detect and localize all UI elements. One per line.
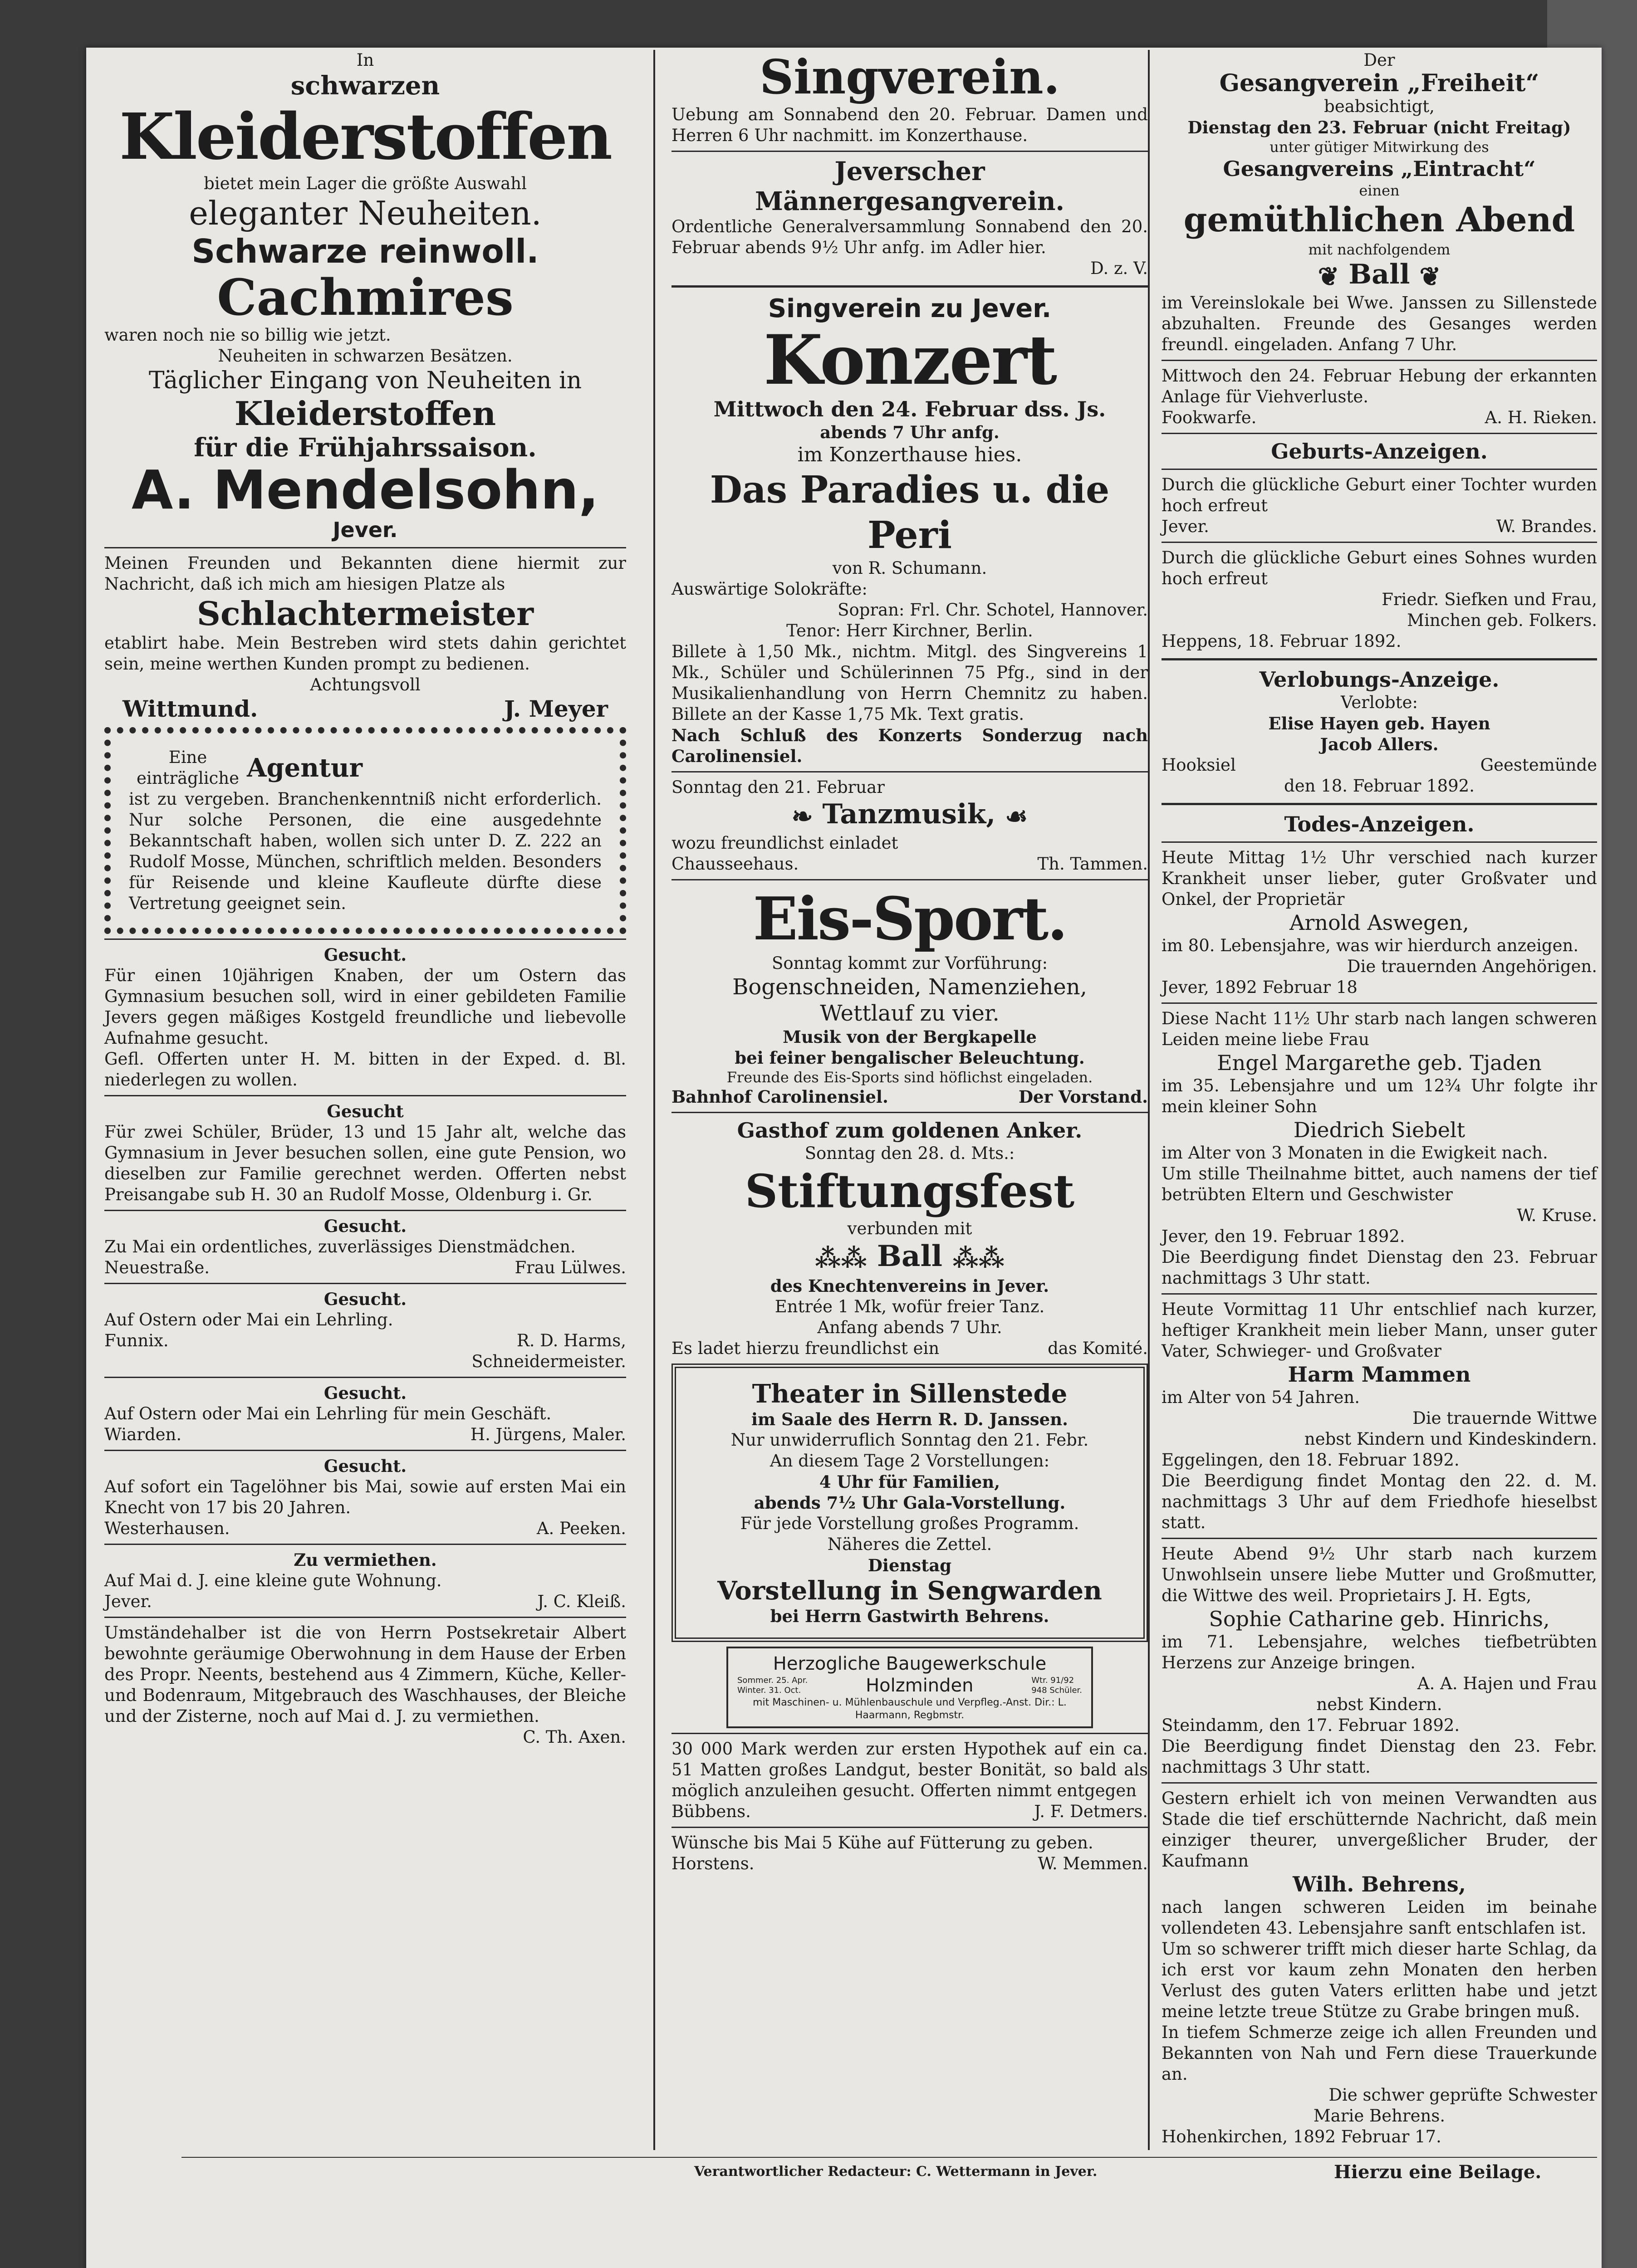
konzert-zug: Nach Schluß des Konzerts Sonderzug nach Carolinensiel. [671, 725, 1148, 766]
tod3-sign2: nebst Kindern und Kindeskindern. [1304, 1429, 1597, 1449]
column-1 [104, 50, 626, 2132]
konzert-sopran: Sopran: Frl. Chr. Schotel, Hannover. [838, 600, 1148, 620]
section-todes-anzeigen [1162, 811, 1597, 2147]
tod3-sign1: Die trauernde Wittwe [1412, 1408, 1597, 1428]
tod2-text2: im 35. Lebensjahre und um 12¾ Uhr folgte ihr mein kleiner Sohn [1162, 1075, 1597, 1116]
verl-place2: Geestemünde [1480, 755, 1597, 775]
ges3-place: Neuestraße. [104, 1258, 210, 1277]
schlacht-title: Schlachtermeister [196, 594, 534, 633]
verm-name: J. C. Kleiß. [537, 1592, 626, 1611]
tod5-text4: In tiefem Schmerze zeige ich allen Freunden und Bekannten von Nah und Fern diese Trauerkunde an. [1162, 2022, 1597, 2084]
tod-title: Todes-Anzeigen. [1284, 811, 1475, 836]
tod4-text3: Die Beerdigung findet Dienstag den 23. Febr. nachmittags 3 Uhr statt. [1162, 1736, 1597, 1777]
anker-date: Sonntag den 28. d. Mts.: [804, 1143, 1015, 1163]
ornament-left-icon: ❧ [791, 801, 813, 831]
konzert-tenor: Tenor: Herr Kirchner, Berlin. [786, 621, 1033, 640]
anker-verein: des Knechtenvereins in Jever. [770, 1276, 1049, 1296]
kleider-line7: Täglicher Eingang von Neuheiten in [148, 367, 582, 394]
ad-tanzmusik [671, 777, 1148, 875]
tanz-place: Chausseehaus. [671, 854, 799, 874]
kleider-line4: Cachmires [217, 268, 514, 327]
schlacht-text1: Meinen Freunden und Bekannten diene hiermit zur Nachricht, daß ich mich am hiesigen Platze als [104, 553, 626, 594]
schule-city: Holzminden [866, 1675, 974, 1696]
schule-left1: Sommer. 25. Apr. [737, 1676, 808, 1685]
schlacht-greet: Achtungsvoll [310, 675, 421, 694]
geb1-name: W. Brandes. [1496, 516, 1597, 536]
umst-text: Umständehalber ist die von Herrn Postsekretair Albert bewohnte geräumige Oberwohnung in dem Hause der Erben des Propr. Neents, bestehend aus 4 Zimmern, Küche, Keller- und Bodenraum, Mitgebrauch des Waschhauses, der Bleiche und der Zisterne, noch auf Mai d. J. zu vermiethen. [104, 1623, 626, 1726]
ges6-text: Auf sofort ein Tagelöhner bis Mai, sowie auf ersten Mai ein Knecht von 17 bis 20 Jahren. [104, 1477, 626, 1517]
ges4-name: R. D. Harms, [516, 1331, 626, 1350]
tod4-name: Sophie Catharine geb. Hinrichs, [1209, 1606, 1550, 1631]
theater-line1: Nur unwiderruflich Sonntag den 21. Febr. [730, 1430, 1089, 1450]
verl-title: Verlobungs-Anzeige. [1259, 667, 1500, 692]
ges6-name: A. Peeken. [536, 1519, 626, 1538]
ges3-title: Gesucht. [323, 1216, 407, 1236]
tod1-name: Arnold Aswegen, [1289, 910, 1469, 935]
frei-ball: Ball [1348, 259, 1410, 290]
ges1-title: Gesucht. [323, 945, 407, 965]
jev-text: Ordentliche Generalversammlung Sonnabend den 20. Februar abends 9½ Uhr anfg. im Adler hier. [671, 217, 1148, 257]
heb-place: Fookwarfe. [1162, 407, 1257, 427]
tod2-name2: Diedrich Siebelt [1293, 1117, 1465, 1142]
theater-line8: Vorstellung in Sengwarden [717, 1576, 1102, 1606]
tod2-text5: Die Beerdigung findet Dienstag den 23. Februar nachmittags 3 Uhr statt. [1162, 1247, 1597, 1288]
geb2-place: Heppens, 18. Februar 1892. [1162, 631, 1402, 651]
tod3-text2: im Alter von 54 Jahren. [1162, 1387, 1360, 1407]
ad-kleiderstoffen [104, 50, 626, 543]
theater-place: im Saale des Herrn R. D. Janssen. [751, 1409, 1068, 1429]
tod3-date: Eggelingen, den 18. Februar 1892. [1162, 1450, 1460, 1470]
verm-place: Jever. [104, 1592, 152, 1611]
theater-line3: 4 Uhr für Familien, [819, 1472, 1000, 1492]
tod2-name: Engel Margarethe geb. Tjaden [1217, 1050, 1542, 1075]
theater-title: Theater in Sillenstede [752, 1379, 1068, 1409]
kleider-title: Kleiderstoffen [119, 100, 611, 174]
tod4-date: Steindamm, den 17. Februar 1892. [1162, 1715, 1460, 1735]
verm-text: Auf Mai d. J. eine kleine gute Wohnung. [104, 1571, 442, 1590]
ad-gesucht-4 [104, 1289, 626, 1372]
anker-start: Anfang abends 7 Uhr. [817, 1318, 1002, 1337]
geb2-name2: Minchen geb. Folkers. [1407, 610, 1597, 630]
ad-schlachtermeister [104, 553, 626, 723]
konzert-time: abends 7 Uhr anfg. [820, 422, 1000, 442]
tanz-name: Th. Tammen. [1037, 854, 1148, 874]
tod3-text: Heute Vormittag 11 Uhr entschlief nach kurzer, heftiger Krankheit mein lieber Mann, unser guter Vater, Schwieger- und Großvater [1162, 1299, 1597, 1361]
verl-date: den 18. Februar 1892. [1284, 776, 1475, 796]
kuehe-name: W. Memmen. [1038, 1854, 1148, 1873]
schule-right1: Wtr. 91/92 [1031, 1676, 1074, 1685]
ad-hebung [1162, 366, 1597, 428]
tod4-sign1: A. A. Hajen und Frau [1417, 1673, 1597, 1693]
tod1-sign: Die trauernden Angehörigen. [1347, 956, 1597, 976]
eis-title: Eis-Sport. [753, 884, 1067, 953]
eis-line6: Freunde des Eis-Sports sind höflichst eingeladen. [726, 1068, 1093, 1086]
eis-line5: bei feiner bengalischer Beleuchtung. [735, 1047, 1085, 1068]
tod5-text: Gestern erhielt ich von meinen Verwandten aus Stade die tief erschütternde Nachricht, daß mein einziger theurer, unvergeßlicher Bruder, der Kaufmann [1162, 1788, 1597, 1871]
ges6-place: Westerhausen. [104, 1519, 230, 1538]
tod4-sign2: nebst Kindern. [1316, 1694, 1442, 1714]
mark-text: 30 000 Mark werden zur ersten Hypothek auf ein ca. 51 Matten großes Landgut, bester Bonität, so bald als möglich anzuleihen gesucht. Offerten nimmt entgegen [671, 1739, 1148, 1800]
column-divider-1 [653, 50, 655, 2150]
schule-text: mit Maschinen- u. Mühlenbauschule und Verpfleg.-Anst. Dir.: L. Haarmann, Regbmstr. [753, 1697, 1067, 1721]
umst-name: C. Th. Axen. [523, 1727, 626, 1747]
ad-maennergesangverein [671, 156, 1148, 279]
ornament-right-icon: ☙ [1005, 801, 1028, 831]
sing1-text: Uebung am Sonnabend den 20. Februar. Damen und Herren 6 Uhr nachmitt. im Konzerthause. [671, 105, 1148, 145]
eis-line1: Sonntag kommt zur Vorführung: [771, 953, 1048, 973]
footer-redakteur: Verantwortlicher Redacteur: C. Wettermann in Jever. [694, 2164, 1098, 2180]
tod1-text: Heute Mittag 1½ Uhr verschied nach kurzer Krankheit unser lieber, guter Großvater und Onkel, der Proprietär [1162, 847, 1597, 909]
schlacht-text2: etablirt habe. Mein Bestreben wird stets dahin gerichtet sein, meine werthen Kunden prompt zu bedienen. [104, 633, 626, 674]
frei-line6: gemüthlichen Abend [1183, 200, 1575, 240]
tod2-text3: im Alter von 3 Monaten in die Ewigkeit nach. [1162, 1143, 1548, 1163]
eis-line4: Musik von der Bergkapelle [783, 1026, 1037, 1047]
jev-sign: D. z. V. [1090, 259, 1148, 278]
theater-line5: Für jede Vorstellung großes Programm. [740, 1514, 1079, 1533]
ges5-title: Gesucht. [323, 1383, 407, 1403]
agentur-title: Agentur [247, 753, 363, 783]
kleider-line5: waren noch nie so billig wie jetzt. [104, 325, 391, 345]
ges2-title: Gesucht [327, 1101, 404, 1121]
geb-title: Geburts-Anzeigen. [1271, 439, 1488, 464]
geb1-text: Durch die glückliche Geburt einer Tochter wurden hoch erfreut [1162, 474, 1597, 515]
anker-verb: verbunden mit [847, 1218, 972, 1238]
ges4-place: Funnix. [104, 1331, 169, 1350]
tanz-date: Sonntag den 21. Februar [671, 777, 885, 797]
agentur-pre2: einträgliche [137, 768, 239, 788]
verl-line3: Jacob Allers. [1320, 734, 1439, 754]
jev-title1: Jeverscher [834, 156, 985, 186]
konzert-comp: von R. Schumann. [832, 558, 987, 578]
ad-gesucht-3 [104, 1216, 626, 1278]
tod4-text2: im 71. Lebensjahre, welches tiefbetrübten Herzens zur Anzeige bringen. [1162, 1632, 1597, 1672]
ges6-title: Gesucht. [323, 1456, 407, 1476]
tod5-text3: Um so schwerer trifft mich dieser harte Schlag, da ich erst vor kaum zehn Monaten den herben Verlust des guten Vaters erlitten habe und jetzt meine letzte treue Stütze zu Grabe bringen muß. [1162, 1939, 1597, 2021]
frei-line7: mit nachfolgendem [1308, 241, 1451, 258]
tod4-text: Heute Abend 9½ Uhr starb nach kurzem Unwohlsein unsere liebe Mutter und Großmutter, die Wittwe des weil. Proprietairs J. H. Egts, [1162, 1544, 1597, 1605]
kleider-place: Jever. [333, 518, 398, 542]
anker-fest: Stiftungsfest [745, 1164, 1075, 1218]
column-2 [671, 50, 1148, 2132]
column-3 [1162, 50, 1597, 2146]
tod5-sign2: Marie Behrens. [1313, 2106, 1446, 2126]
ad-theater [671, 1364, 1148, 1642]
kleider-line9: für die Frühjahrssaison. [194, 433, 537, 463]
ornament-left-icon: ⁂⁂ [815, 1243, 867, 1273]
ges4-text: Auf Ostern oder Mai ein Lehrling. [104, 1310, 393, 1330]
tod3-text3: Die Beerdigung findet Montag den 22. d. M. nachmittags 3 Uhr auf dem Friedhofe hieselbst statt. [1162, 1471, 1597, 1532]
frei-line5: einen [1359, 182, 1400, 199]
ges5-place: Wiarden. [104, 1425, 182, 1444]
jev-title2: Männergesangverein. [755, 186, 1065, 216]
eis-place: Bahnhof Carolinensiel. [671, 1086, 888, 1107]
ges3-text: Zu Mai ein ordentliches, zuverlässiges Dienstmädchen. [104, 1237, 576, 1256]
eis-line3: Wettlauf zu vier. [820, 1000, 1000, 1026]
tod5-text2: nach langen schweren Leiden im beinahe vollendeten 43. Lebensjahre sanft entschlafen ist. [1162, 1897, 1597, 1938]
tod1-text2: im 80. Lebensjahre, was wir hierdurch anzeigen. [1162, 935, 1579, 955]
footer-beilage: Hierzu eine Beilage. [1334, 2161, 1542, 2183]
schlacht-name: J. Meyer [504, 695, 608, 722]
ornament-right-icon: ⁂⁂ [952, 1243, 1005, 1273]
kleider-line1: bietet mein Lager die größte Auswahl [204, 174, 527, 193]
footer-rule [181, 2157, 1597, 2158]
konzert-soli: Auswärtige Solokräfte: [671, 579, 868, 599]
konzert-work: Das Paradies u. die Peri [710, 468, 1110, 557]
frei-line4: Gesangvereins „Eintracht“ [1223, 156, 1536, 181]
ad-eissport [671, 885, 1148, 1107]
mark-name: J. F. Detmers. [1034, 1802, 1148, 1821]
ad-goldener-anker [671, 1118, 1148, 1359]
column-divider-2 [1148, 50, 1150, 2150]
tod2-sign: W. Kruse. [1517, 1205, 1597, 1225]
schule-title: Herzogliche Baugewerkschule [773, 1653, 1047, 1674]
ges5-name: H. Jürgens, Maler. [470, 1425, 626, 1444]
ges1-text2: Gefl. Offerten unter H. M. bitten in der Exped. d. Bl. niederlegen zu wollen. [104, 1049, 626, 1090]
kleider-line6: Neuheiten in schwarzen Besätzen. [218, 346, 513, 366]
tanz-text: wozu freundlichst einladet [671, 833, 898, 853]
theater-line6: Näheres die Zettel. [827, 1535, 992, 1554]
sing2-title: Singverein zu Jever. [768, 294, 1052, 323]
heb-text: Mittwoch den 24. Februar Hebung der erkannten Anlage für Viehverluste. [1162, 366, 1597, 406]
frei-line2: Dienstag den 23. Februar (nicht Freitag) [1187, 117, 1571, 137]
kleider-line3: Schwarze reinwoll. [191, 232, 539, 270]
frei-line3: unter gütiger Mitwirkung des [1269, 138, 1489, 156]
ges5-text: Auf Ostern oder Mai ein Lehrling für mein Geschäft. [104, 1404, 552, 1423]
section-verlobungs-anzeige [1162, 667, 1597, 797]
ad-gesucht-1 [104, 944, 626, 1090]
ges4-title: Gesucht. [323, 1289, 407, 1309]
ad-baugewerkschule [726, 1647, 1093, 1728]
konzert-title: Konzert [763, 320, 1056, 400]
ges2-text: Für zwei Schüler, Brüder, 13 und 15 Jahr alt, welche das Gymnasium in Jever besuchen sollen, eine gute Pension, wo dieselben zur Familie gerechnet werden. Offerten nebst Preisangabe sub H. 30 an Rudolf Mosse, Oldenburg i. Gr. [104, 1122, 626, 1204]
ad-gesangverein-freiheit [1162, 50, 1597, 355]
tod3-name: Harm Mammen [1288, 1362, 1471, 1387]
anker-ball: Ball [877, 1239, 943, 1273]
ad-agentur [104, 727, 626, 934]
theater-line2: An diesem Tage 2 Vorstellungen: [769, 1451, 1050, 1471]
kleider-firm: A. Mendelsohn, [132, 459, 599, 521]
geb2-text: Durch die glückliche Geburt eines Sohnes wurden hoch erfreut [1162, 547, 1597, 588]
eis-name: Der Vorstand. [1018, 1086, 1148, 1107]
ad-gesucht-5 [104, 1383, 626, 1445]
schlacht-place: Wittmund. [123, 695, 258, 722]
tanz-title: Tanzmusik, [822, 798, 996, 830]
ges1-text: Für einen 10jährigen Knaben, der um Ostern das Gymnasium besuchen soll, wird in einer gebildeten Familie Jevers gegen mäßiges Kostgeld freundliche und liebevolle Aufnahme gesucht. [104, 966, 626, 1048]
ad-kuehe [671, 1833, 1148, 1874]
ad-gesucht-6 [104, 1456, 626, 1539]
tod2-text4: Um stille Theilnahme bittet, auch namens der tief betrübten Eltern und Geschwister [1162, 1163, 1597, 1204]
theater-line7: Dienstag [868, 1555, 952, 1575]
geb1-place: Jever. [1162, 516, 1209, 536]
tod2-date: Jever, den 19. Februar 1892. [1162, 1226, 1405, 1246]
konzert-place: im Konzerthause hies. [797, 443, 1022, 466]
kuehe-place: Horstens. [671, 1854, 755, 1873]
frei-der: Der [1363, 50, 1395, 70]
schule-left2: Winter. 31. Oct. [737, 1686, 801, 1695]
ad-hypothek [671, 1739, 1148, 1822]
ad-oberwohnung [104, 1623, 626, 1748]
anker-sign: das Komité. [1048, 1339, 1148, 1358]
verl-line1: Verlobte: [1341, 692, 1418, 712]
ges3-name: Frau Lülwes. [515, 1258, 626, 1277]
ad-singverein-1 [671, 50, 1148, 146]
kleider-in: In [356, 50, 374, 70]
kleider-line2: eleganter Neuheiten. [189, 194, 542, 232]
sing1-title: Singverein. [760, 49, 1060, 105]
mark-place: Bübbens. [671, 1802, 751, 1821]
heb-name: A. H. Rieken. [1485, 407, 1597, 427]
agentur-text: ist zu vergeben. Branchenkenntniß nicht erforderlich. Nur solche Personen, die eine ausgedehnte Bekanntschaft haben, wollen sich unter D. Z. 222 an Rudolf Mosse, München, schriftlich melden. Besonders für Reisende und kleine Kaufleute dürfte diese Vertretung geeignet sein. [129, 789, 602, 913]
schule-right2: 948 Schüler. [1031, 1686, 1082, 1695]
theater-line9: bei Herrn Gastwirth Behrens. [770, 1606, 1049, 1626]
eis-line2: Bogenschneiden, Namenziehen, [732, 974, 1087, 1000]
verm-title: Zu vermiethen. [294, 1550, 437, 1570]
frei-text: im Vereinslokale bei Wwe. Janssen zu Sillenstede abzuhalten. Freunde des Gesanges werden freundl. eingeladen. Anfang 7 Uhr. [1162, 293, 1597, 354]
tod5-sign1: Die schwer geprüfte Schwester [1328, 2085, 1597, 2105]
ornament-left-icon: ❦ [1318, 261, 1339, 292]
agentur-pre1: Eine [168, 748, 207, 767]
konzert-text: Billete à 1,50 Mk., nichtm. Mitgl. des Singvereins 1 Mk., Schüler und Schülerinnen 75 Pfg., sind in der Musikalienhandlung von Herrn Chemnitz zu haben. Billete an der Kasse 1,75 Mk. Text gratis. [671, 642, 1148, 724]
ornament-right-icon: ❦ [1419, 261, 1441, 292]
anker-title: Gasthof zum goldenen Anker. [737, 1118, 1083, 1143]
ad-gesucht-2 [104, 1101, 626, 1205]
geb2-name1: Friedr. Siefken und Frau, [1382, 589, 1597, 609]
ad-konzert [671, 294, 1148, 767]
section-geburts-anzeigen [1162, 439, 1597, 652]
kleider-schwarzen: schwarzen [290, 71, 440, 101]
anker-entree: Entrée 1 Mk, wofür freier Tanz. [774, 1297, 1045, 1316]
ges4-name2: Schneidermeister. [471, 1352, 626, 1371]
ad-vermiethen [104, 1549, 626, 1612]
verl-place1: Hooksiel [1162, 755, 1236, 775]
tod2-text: Diese Nacht 11½ Uhr starb nach langen schweren Leiden meine liebe Frau [1162, 1008, 1597, 1049]
verl-line2: Elise Hayen geb. Hayen [1268, 713, 1490, 733]
tod5-date: Hohenkirchen, 1892 Februar 17. [1162, 2126, 1441, 2146]
tod1-date: Jever, 1892 Februar 18 [1162, 977, 1358, 997]
kleider-line8: Kleiderstoffen [234, 394, 496, 433]
konzert-date: Mittwoch den 24. Februar dss. Js. [713, 397, 1106, 421]
tod5-name: Wilh. Behrens, [1293, 1872, 1466, 1897]
kuehe-text: Wünsche bis Mai 5 Kühe auf Fütterung zu geben. [671, 1833, 1093, 1853]
theater-line4: abends 7½ Uhr Gala-Vorstellung. [754, 1493, 1066, 1513]
anker-invite: Es ladet hierzu freundlichst ein [671, 1339, 940, 1358]
frei-line1: beabsichtigt, [1324, 97, 1435, 116]
frei-title: Gesangverein „Freiheit“ [1219, 69, 1539, 97]
